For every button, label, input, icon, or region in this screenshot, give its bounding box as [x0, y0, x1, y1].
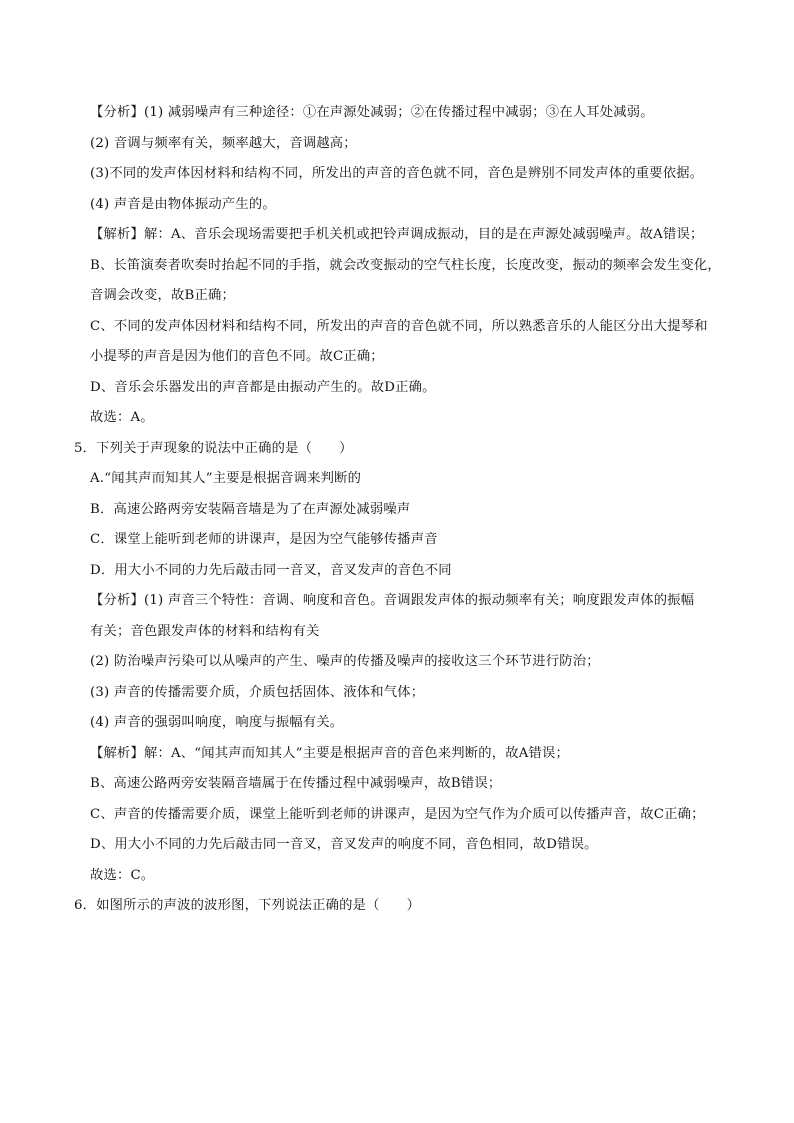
- solution-line-d: D、音乐会乐器发出的声音都是由振动产生的。故D正确。: [90, 379, 436, 395]
- document-body: [72, 98, 732, 922]
- solution-line-b: B、长笛演奏者吹奏时抬起不同的手指，就会改变振动的空气柱长度，长度改变，振动的频率会发生变化，: [90, 257, 721, 273]
- answer-line: 故选：A。: [90, 410, 154, 425]
- solution-line-c: C、不同的发声体因材料和结构不同，所发出的声音的音色就不同，所以熟悉音乐的人能区分出大提琴和: [90, 318, 708, 334]
- analysis-5-point-4: (4) 声音的强弱叫响度，响度与振幅有关。: [90, 715, 344, 730]
- analysis-point-2: (2) 音调与频率有关，频率越大，音调越高；: [90, 135, 357, 151]
- solution-line-b-cont: 音调会改变，故B正确；: [90, 288, 235, 303]
- question-5-option-b: B．高速公路两旁安装隔音墙是为了在声源处减弱噪声: [90, 501, 411, 517]
- solution-line-c-cont: 小提琴的声音是因为他们的音色不同。故C正确；: [90, 349, 384, 364]
- answer-5-line: 故选：C。: [90, 867, 155, 883]
- analysis-point-3: (3)不同的发声体因材料和结构不同，所发出的声音的音色就不同，音色是辨别不同发声体的重要依据。: [90, 166, 704, 181]
- question-5-option-c: C．课堂上能听到老师的讲课声，是因为空气能够传播声音: [90, 532, 438, 547]
- analysis-heading-line: 【分析】(1) 减弱噪声有三种途径：①在声源处减弱；②在传播过程中减弱；③在人耳处减弱。: [90, 105, 654, 120]
- analysis-5-point-2: (2) 防治噪声污染可以从噪声的产生、噪声的传播及噪声的接收这三个环节进行防治；: [90, 654, 600, 669]
- analysis-5-point-3: (3) 声音的传播需要介质，介质包括固体、液体和气体；: [90, 684, 425, 700]
- question-5-option-a: A.“闻其声而知其人”主要是根据音调来判断的: [90, 471, 362, 486]
- solution-5-b: B、高速公路两旁安装隔音墙属于在传播过程中减弱噪声，故B错误；: [90, 776, 502, 791]
- solution-5-c: C、声音的传播需要介质，课堂上能听到老师的讲课声，是因为空气作为介质可以传播声音，故C正确；: [90, 806, 705, 822]
- analysis-point-4: (4) 声音是由物体振动产生的。: [90, 196, 276, 212]
- analysis-5-point-1: 【分析】(1) 声音三个特性：音调、响度和音色。音调跟发声体的振动频率有关；响度跟发声体的振幅: [90, 593, 695, 608]
- solution-5-a: 【解析】解：A、“闻其声而知其人”主要是根据声音的音色来判断的，故A错误；: [90, 745, 569, 761]
- solution-line-a: 【解析】解：A、音乐会现场需要把手机关机或把铃声调成振动，目的是在声源处减弱噪声。故A错误；: [90, 227, 704, 242]
- question-5-stem: 5．下列关于声现象的说法中正确的是（ ）: [74, 440, 353, 456]
- analysis-5-point-1-cont: 有关；音色跟发声体的材料和结构有关: [90, 623, 320, 639]
- question-5-option-d: D．用大小不同的力先后敲击同一音叉，音叉发声的音色不同: [90, 562, 452, 578]
- question-6-stem: 6．如图所示的声波的波形图，下列说法正确的是（ ）: [74, 898, 421, 913]
- solution-5-d: D、用大小不同的力先后敲击同一音叉，音叉发声的响度不同，音色相同，故D错误。: [90, 837, 598, 852]
